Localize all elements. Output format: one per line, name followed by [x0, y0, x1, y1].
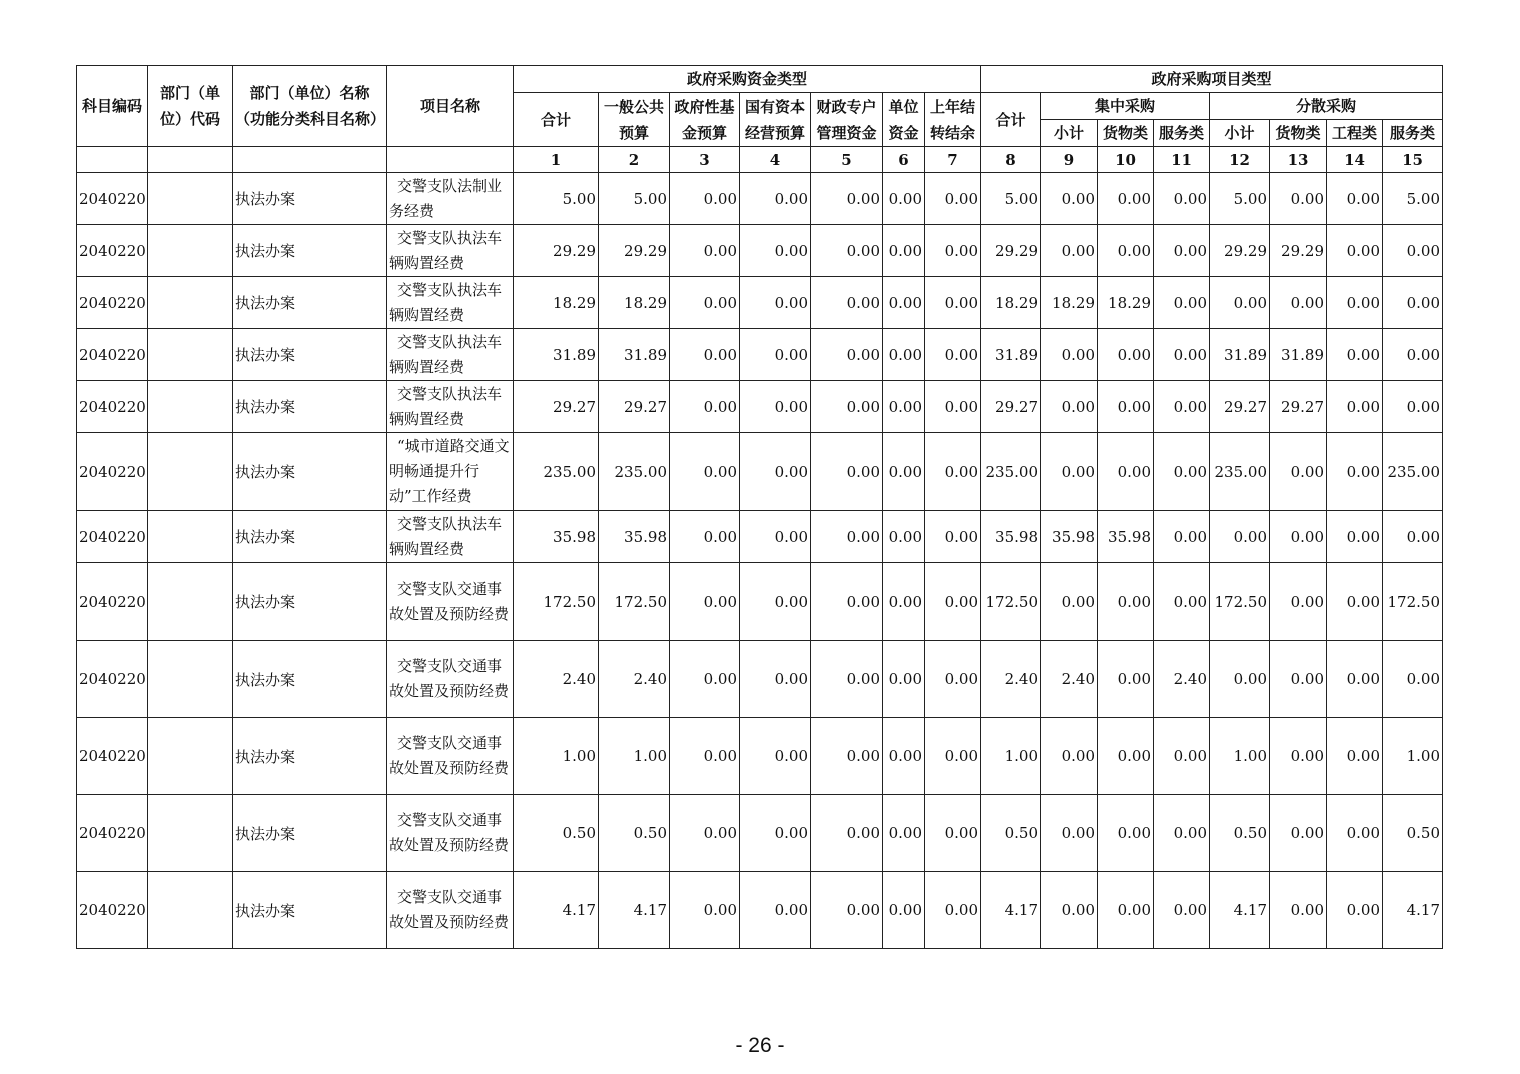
- amount-cell: 0.00: [883, 872, 925, 949]
- amount-cell: 0.50: [514, 795, 599, 872]
- amount-cell: 0.00: [883, 511, 925, 563]
- column-number: 7: [925, 147, 981, 173]
- table-row: [77, 795, 1443, 872]
- amount-cell: 0.00: [1327, 277, 1383, 329]
- amount-cell: 2.40: [981, 641, 1041, 718]
- amount-cell: 0.00: [1210, 511, 1270, 563]
- amount-cell: 0.00: [883, 173, 925, 225]
- header-dispersed-subtotal: 小计: [1210, 120, 1270, 147]
- amount-cell: 0.00: [670, 329, 740, 381]
- amount-cell: 0.00: [1270, 641, 1327, 718]
- project-name: 交警支队执法车辆购置经费: [387, 329, 514, 381]
- amount-cell: 2.40: [514, 641, 599, 718]
- amount-cell: 0.00: [1098, 329, 1154, 381]
- amount-cell: 0.00: [1270, 795, 1327, 872]
- subject-code: 2040220: [77, 277, 148, 329]
- dept-code: [148, 511, 233, 563]
- table-row: [77, 277, 1443, 329]
- amount-cell: 0.00: [1270, 173, 1327, 225]
- amount-cell: 0.00: [925, 433, 981, 511]
- amount-cell: 0.00: [670, 433, 740, 511]
- header-subject-code: 科目编码: [77, 66, 148, 147]
- amount-cell: 0.00: [670, 173, 740, 225]
- amount-cell: 1.00: [514, 718, 599, 795]
- table-row: [77, 433, 1443, 511]
- dept-name: 执法办案: [233, 329, 387, 381]
- dept-name: 执法办案: [233, 718, 387, 795]
- amount-cell: 31.89: [981, 329, 1041, 381]
- amount-cell: 29.27: [981, 381, 1041, 433]
- amount-cell: 0.00: [811, 433, 883, 511]
- project-name: 交警支队交通事故处置及预防经费: [387, 718, 514, 795]
- amount-cell: 0.00: [811, 872, 883, 949]
- project-name: 交警支队执法车辆购置经费: [387, 381, 514, 433]
- amount-cell: 0.00: [1098, 173, 1154, 225]
- table-row: [77, 872, 1443, 949]
- amount-cell: 0.00: [670, 511, 740, 563]
- amount-cell: 0.00: [1154, 381, 1210, 433]
- dept-name: 执法办案: [233, 433, 387, 511]
- amount-cell: 0.00: [740, 329, 811, 381]
- amount-cell: 4.17: [1210, 872, 1270, 949]
- amount-cell: 29.29: [599, 225, 670, 277]
- column-number: 8: [981, 147, 1041, 173]
- dept-name: 执法办案: [233, 563, 387, 641]
- column-number: 4: [740, 147, 811, 173]
- subject-code: 2040220: [77, 872, 148, 949]
- amount-cell: 0.00: [1041, 563, 1098, 641]
- amount-cell: 0.00: [1270, 563, 1327, 641]
- amount-cell: 5.00: [1210, 173, 1270, 225]
- amount-cell: 0.00: [740, 225, 811, 277]
- subject-code: 2040220: [77, 563, 148, 641]
- amount-cell: 0.00: [811, 277, 883, 329]
- amount-cell: 0.00: [740, 563, 811, 641]
- amount-cell: 0.00: [925, 329, 981, 381]
- dept-code: [148, 225, 233, 277]
- amount-cell: 172.50: [1210, 563, 1270, 641]
- column-number: 11: [1154, 147, 1210, 173]
- amount-cell: 0.00: [670, 277, 740, 329]
- amount-cell: 0.00: [883, 381, 925, 433]
- header-fund-total: 合计: [514, 93, 599, 147]
- amount-cell: 0.00: [1383, 511, 1443, 563]
- dept-name: 执法办案: [233, 381, 387, 433]
- amount-cell: 29.29: [1210, 225, 1270, 277]
- amount-cell: 0.50: [599, 795, 670, 872]
- procurement-table: [76, 65, 1443, 949]
- header-state-capital-budget: 国有资本经营预算: [740, 93, 811, 147]
- dept-name: 执法办案: [233, 511, 387, 563]
- amount-cell: 0.00: [1270, 872, 1327, 949]
- amount-cell: 0.00: [1154, 277, 1210, 329]
- header-central-services: 服务类: [1154, 120, 1210, 147]
- column-number-blank: [387, 147, 514, 173]
- table-row: [77, 718, 1443, 795]
- amount-cell: 4.17: [981, 872, 1041, 949]
- subject-code: 2040220: [77, 641, 148, 718]
- column-number: 6: [883, 147, 925, 173]
- column-number: 13: [1270, 147, 1327, 173]
- amount-cell: 0.00: [740, 795, 811, 872]
- amount-cell: 18.29: [1041, 277, 1098, 329]
- dept-code: [148, 277, 233, 329]
- amount-cell: 0.00: [925, 795, 981, 872]
- subject-code: 2040220: [77, 433, 148, 511]
- amount-cell: 0.00: [811, 511, 883, 563]
- amount-cell: 0.00: [1098, 795, 1154, 872]
- amount-cell: 0.00: [883, 641, 925, 718]
- amount-cell: 29.27: [1270, 381, 1327, 433]
- amount-cell: 18.29: [514, 277, 599, 329]
- header-proj-total: 合计: [981, 93, 1041, 147]
- amount-cell: 1.00: [599, 718, 670, 795]
- amount-cell: 0.00: [740, 433, 811, 511]
- column-number: 3: [670, 147, 740, 173]
- dept-code: [148, 329, 233, 381]
- amount-cell: 35.98: [599, 511, 670, 563]
- header-dispersed-works: 工程类: [1327, 120, 1383, 147]
- amount-cell: 235.00: [514, 433, 599, 511]
- header-general-budget: 一般公共预算: [599, 93, 670, 147]
- amount-cell: 5.00: [599, 173, 670, 225]
- amount-cell: 0.00: [1327, 795, 1383, 872]
- amount-cell: 29.27: [514, 381, 599, 433]
- amount-cell: 0.00: [740, 718, 811, 795]
- amount-cell: 31.89: [1270, 329, 1327, 381]
- amount-cell: 0.00: [1383, 225, 1443, 277]
- page-number: - 26 -: [735, 1034, 785, 1057]
- amount-cell: 0.00: [1154, 173, 1210, 225]
- dept-name: 执法办案: [233, 872, 387, 949]
- column-number-blank: [77, 147, 148, 173]
- amount-cell: 35.98: [1098, 511, 1154, 563]
- dept-name: 执法办案: [233, 277, 387, 329]
- amount-cell: 0.00: [1327, 511, 1383, 563]
- subject-code: 2040220: [77, 511, 148, 563]
- amount-cell: 172.50: [981, 563, 1041, 641]
- amount-cell: 0.00: [1154, 511, 1210, 563]
- amount-cell: 0.00: [925, 381, 981, 433]
- amount-cell: 0.00: [670, 718, 740, 795]
- amount-cell: 0.00: [740, 173, 811, 225]
- amount-cell: 0.00: [1210, 641, 1270, 718]
- amount-cell: 0.00: [1098, 563, 1154, 641]
- amount-cell: 0.00: [1041, 225, 1098, 277]
- dept-name: 执法办案: [233, 225, 387, 277]
- project-name: 交警支队执法车辆购置经费: [387, 225, 514, 277]
- amount-cell: 1.00: [1383, 718, 1443, 795]
- dept-code: [148, 872, 233, 949]
- header-project-name: 项目名称: [387, 66, 514, 147]
- amount-cell: 0.00: [1327, 329, 1383, 381]
- column-number: 5: [811, 147, 883, 173]
- amount-cell: 35.98: [981, 511, 1041, 563]
- table-row: [77, 511, 1443, 563]
- column-number: 12: [1210, 147, 1270, 173]
- amount-cell: 4.17: [514, 872, 599, 949]
- project-name: “城市道路交通文明畅通提升行动”工作经费: [387, 433, 514, 511]
- amount-cell: 4.17: [599, 872, 670, 949]
- amount-cell: 0.00: [925, 225, 981, 277]
- dept-code: [148, 173, 233, 225]
- amount-cell: 0.00: [670, 872, 740, 949]
- subject-code: 2040220: [77, 329, 148, 381]
- amount-cell: 4.17: [1383, 872, 1443, 949]
- amount-cell: 0.00: [883, 795, 925, 872]
- amount-cell: 235.00: [1210, 433, 1270, 511]
- amount-cell: 172.50: [514, 563, 599, 641]
- dept-code: [148, 795, 233, 872]
- amount-cell: 0.00: [1270, 718, 1327, 795]
- amount-cell: 0.00: [883, 225, 925, 277]
- table-row: [77, 225, 1443, 277]
- amount-cell: 0.00: [883, 277, 925, 329]
- dept-code: [148, 641, 233, 718]
- amount-cell: 0.00: [883, 329, 925, 381]
- column-number: 15: [1383, 147, 1443, 173]
- amount-cell: 29.29: [981, 225, 1041, 277]
- amount-cell: 0.00: [1041, 795, 1098, 872]
- amount-cell: 0.00: [1327, 872, 1383, 949]
- table-row: [77, 563, 1443, 641]
- header-dept-code: 部门（单位）代码: [148, 66, 233, 147]
- amount-cell: 5.00: [514, 173, 599, 225]
- amount-cell: 0.00: [1383, 277, 1443, 329]
- header-dispersed-goods: 货物类: [1270, 120, 1327, 147]
- header-carryover: 上年结转结余: [925, 93, 981, 147]
- header-unit-fund: 单位资金: [883, 93, 925, 147]
- dept-code: [148, 381, 233, 433]
- amount-cell: 0.00: [811, 329, 883, 381]
- project-name: 交警支队交通事故处置及预防经费: [387, 641, 514, 718]
- amount-cell: 0.00: [883, 563, 925, 641]
- table-row: [77, 329, 1443, 381]
- amount-cell: 1.00: [981, 718, 1041, 795]
- subject-code: 2040220: [77, 381, 148, 433]
- amount-cell: 29.29: [1270, 225, 1327, 277]
- header-dept-name: 部门（单位）名称（功能分类科目名称）: [233, 66, 387, 147]
- amount-cell: 0.00: [1041, 872, 1098, 949]
- amount-cell: 2.40: [599, 641, 670, 718]
- amount-cell: 35.98: [514, 511, 599, 563]
- header-central-goods: 货物类: [1098, 120, 1154, 147]
- amount-cell: 0.00: [925, 277, 981, 329]
- subject-code: 2040220: [77, 173, 148, 225]
- amount-cell: 0.00: [1270, 511, 1327, 563]
- amount-cell: 235.00: [1383, 433, 1443, 511]
- amount-cell: 0.00: [740, 277, 811, 329]
- amount-cell: 0.00: [1098, 718, 1154, 795]
- amount-cell: 0.00: [811, 641, 883, 718]
- project-name: 交警支队执法车辆购置经费: [387, 511, 514, 563]
- dept-code: [148, 563, 233, 641]
- project-name: 交警支队交通事故处置及预防经费: [387, 872, 514, 949]
- amount-cell: 235.00: [981, 433, 1041, 511]
- amount-cell: 0.00: [925, 173, 981, 225]
- amount-cell: 0.00: [1270, 433, 1327, 511]
- column-number: 10: [1098, 147, 1154, 173]
- amount-cell: 0.00: [1210, 277, 1270, 329]
- amount-cell: 0.00: [811, 381, 883, 433]
- amount-cell: 0.00: [811, 173, 883, 225]
- header-central: 集中采购: [1041, 93, 1210, 120]
- amount-cell: 0.00: [1098, 872, 1154, 949]
- amount-cell: 1.00: [1210, 718, 1270, 795]
- amount-cell: 29.27: [599, 381, 670, 433]
- amount-cell: 0.00: [670, 225, 740, 277]
- amount-cell: 0.50: [1383, 795, 1443, 872]
- header-dispersed: 分散采购: [1210, 93, 1443, 120]
- amount-cell: 18.29: [981, 277, 1041, 329]
- header-project-group: 政府采购项目类型: [981, 66, 1443, 93]
- subject-code: 2040220: [77, 225, 148, 277]
- amount-cell: 172.50: [1383, 563, 1443, 641]
- amount-cell: 0.00: [670, 381, 740, 433]
- header-fund-group: 政府采购资金类型: [514, 66, 981, 93]
- project-name: 交警支队交通事故处置及预防经费: [387, 795, 514, 872]
- amount-cell: 29.29: [514, 225, 599, 277]
- amount-cell: 0.00: [1383, 329, 1443, 381]
- amount-cell: 0.00: [925, 872, 981, 949]
- amount-cell: 0.00: [1327, 173, 1383, 225]
- amount-cell: 2.40: [1154, 641, 1210, 718]
- amount-cell: 0.00: [883, 718, 925, 795]
- amount-cell: 0.00: [1327, 225, 1383, 277]
- amount-cell: 0.00: [1041, 433, 1098, 511]
- amount-cell: 0.00: [925, 511, 981, 563]
- amount-cell: 31.89: [1210, 329, 1270, 381]
- amount-cell: 0.00: [1154, 433, 1210, 511]
- column-number-blank: [233, 147, 387, 173]
- amount-cell: 0.00: [1327, 381, 1383, 433]
- project-name: 交警支队法制业务经费: [387, 173, 514, 225]
- dept-name: 执法办案: [233, 795, 387, 872]
- amount-cell: 0.00: [811, 225, 883, 277]
- amount-cell: 35.98: [1041, 511, 1098, 563]
- amount-cell: 0.00: [1327, 641, 1383, 718]
- header-special-account: 财政专户管理资金: [811, 93, 883, 147]
- amount-cell: 0.50: [1210, 795, 1270, 872]
- dept-name: 执法办案: [233, 641, 387, 718]
- header-dispersed-services: 服务类: [1383, 120, 1443, 147]
- amount-cell: 31.89: [599, 329, 670, 381]
- amount-cell: 0.00: [1098, 433, 1154, 511]
- project-name: 交警支队执法车辆购置经费: [387, 277, 514, 329]
- amount-cell: 0.00: [1098, 225, 1154, 277]
- amount-cell: 0.00: [1154, 225, 1210, 277]
- amount-cell: 0.00: [1327, 563, 1383, 641]
- amount-cell: 0.00: [811, 718, 883, 795]
- amount-cell: 0.00: [740, 381, 811, 433]
- amount-cell: 5.00: [1383, 173, 1443, 225]
- amount-cell: 0.00: [925, 641, 981, 718]
- amount-cell: 0.00: [1154, 563, 1210, 641]
- amount-cell: 0.00: [1327, 433, 1383, 511]
- amount-cell: 0.00: [670, 563, 740, 641]
- table-row: [77, 381, 1443, 433]
- dept-code: [148, 433, 233, 511]
- amount-cell: 0.00: [1383, 381, 1443, 433]
- amount-cell: 0.50: [981, 795, 1041, 872]
- amount-cell: 0.00: [1270, 277, 1327, 329]
- amount-cell: 0.00: [740, 641, 811, 718]
- amount-cell: 0.00: [1041, 381, 1098, 433]
- amount-cell: 0.00: [670, 795, 740, 872]
- amount-cell: 172.50: [599, 563, 670, 641]
- amount-cell: 0.00: [1098, 381, 1154, 433]
- column-number: 2: [599, 147, 670, 173]
- amount-cell: 0.00: [1041, 173, 1098, 225]
- table-row: [77, 173, 1443, 225]
- dept-code: [148, 718, 233, 795]
- amount-cell: 0.00: [1041, 718, 1098, 795]
- amount-cell: 0.00: [883, 433, 925, 511]
- amount-cell: 235.00: [599, 433, 670, 511]
- amount-cell: 0.00: [925, 563, 981, 641]
- column-number: 14: [1327, 147, 1383, 173]
- amount-cell: 0.00: [1098, 641, 1154, 718]
- amount-cell: 0.00: [1154, 795, 1210, 872]
- amount-cell: 18.29: [599, 277, 670, 329]
- amount-cell: 0.00: [1383, 641, 1443, 718]
- amount-cell: 0.00: [1041, 329, 1098, 381]
- amount-cell: 5.00: [981, 173, 1041, 225]
- amount-cell: 0.00: [925, 718, 981, 795]
- column-number: 1: [514, 147, 599, 173]
- subject-code: 2040220: [77, 718, 148, 795]
- column-number-blank: [148, 147, 233, 173]
- dept-name: 执法办案: [233, 173, 387, 225]
- amount-cell: 2.40: [1041, 641, 1098, 718]
- header-gov-fund-budget: 政府性基金预算: [670, 93, 740, 147]
- amount-cell: 0.00: [1154, 718, 1210, 795]
- amount-cell: 0.00: [740, 872, 811, 949]
- amount-cell: 18.29: [1098, 277, 1154, 329]
- amount-cell: 0.00: [740, 511, 811, 563]
- amount-cell: 29.27: [1210, 381, 1270, 433]
- table-row: [77, 641, 1443, 718]
- amount-cell: 0.00: [1154, 329, 1210, 381]
- column-number-row: [77, 147, 1443, 173]
- amount-cell: 0.00: [1327, 718, 1383, 795]
- amount-cell: 0.00: [811, 563, 883, 641]
- column-number: 9: [1041, 147, 1098, 173]
- header-central-subtotal: 小计: [1041, 120, 1098, 147]
- amount-cell: 31.89: [514, 329, 599, 381]
- subject-code: 2040220: [77, 795, 148, 872]
- amount-cell: 0.00: [1154, 872, 1210, 949]
- amount-cell: 0.00: [670, 641, 740, 718]
- project-name: 交警支队交通事故处置及预防经费: [387, 563, 514, 641]
- amount-cell: 0.00: [811, 795, 883, 872]
